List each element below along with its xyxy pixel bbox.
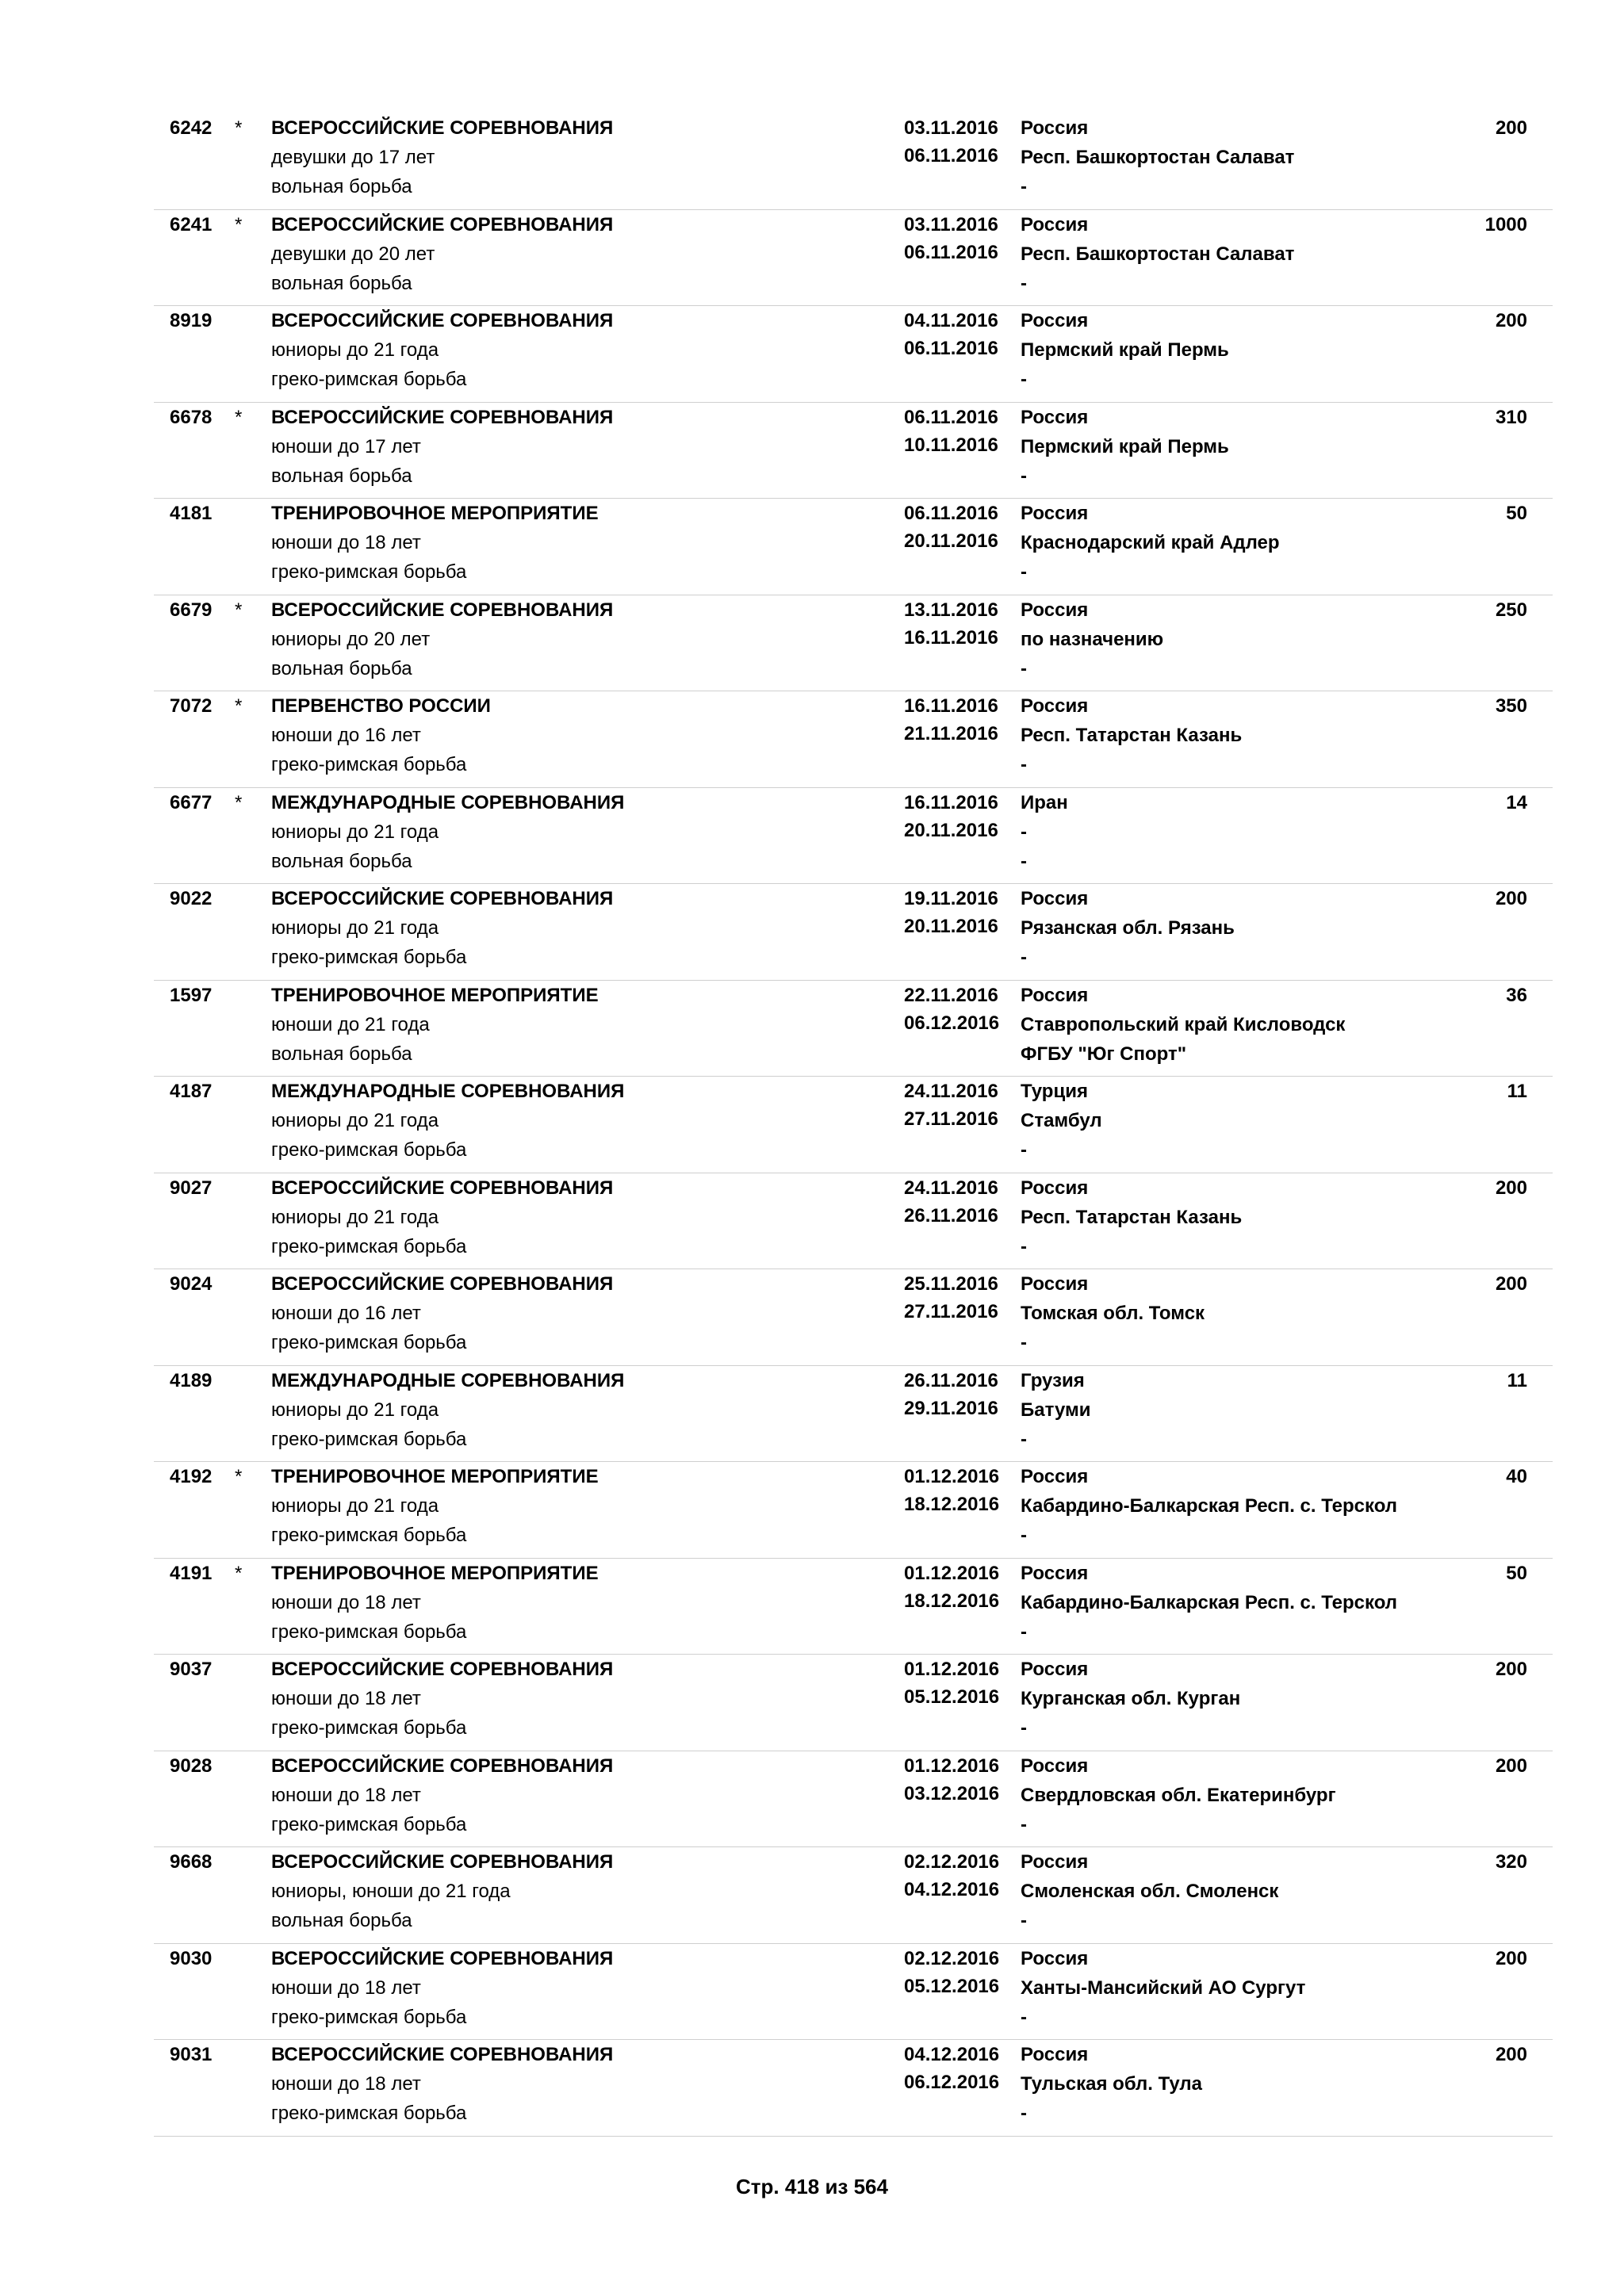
participants-count: 11 [1507, 1081, 1527, 1102]
age-group: юниоры до 20 лет [271, 628, 431, 650]
priority-star: * [235, 406, 243, 428]
table-row [154, 499, 1553, 595]
location: Батуми [1021, 1399, 1091, 1421]
country: Россия [1021, 117, 1089, 139]
venue: - [1021, 272, 1027, 294]
age-group: юноши до 16 лет [271, 1303, 421, 1324]
table-row [154, 2040, 1553, 2137]
date-to: 06.11.2016 [904, 145, 998, 166]
date-to: 18.12.2016 [904, 1590, 1000, 1612]
sport-discipline: греко-римская борьба [271, 1139, 467, 1161]
event-code: 4181 [170, 503, 213, 524]
event-code: 9024 [170, 1273, 213, 1295]
country: Россия [1021, 1659, 1089, 1680]
sport-discipline: вольная борьба [271, 465, 412, 487]
participants-count: 11 [1507, 1369, 1527, 1391]
participants-count: 350 [1495, 695, 1527, 717]
participants-count: 50 [1506, 1562, 1527, 1584]
age-group: юниоры до 21 года [271, 1206, 439, 1228]
location: Курганская обл. Курган [1021, 1688, 1241, 1709]
location: Тульская обл. Тула [1021, 2073, 1202, 2095]
table-row [154, 403, 1553, 499]
sport-discipline: вольная борьба [271, 272, 412, 294]
priority-star: * [235, 1562, 243, 1584]
location: по назначению [1021, 628, 1164, 650]
event-code: 9030 [170, 1947, 213, 1969]
sport-discipline: греко-римская борьба [271, 947, 467, 968]
participants-count: 310 [1495, 406, 1527, 428]
country: Россия [1021, 888, 1089, 909]
date-to: 05.12.2016 [904, 1686, 1000, 1708]
sport-discipline: греко-римская борьба [271, 561, 467, 583]
event-title: ВСЕРОССИЙСКИЕ СОРЕВНОВАНИЯ [271, 888, 614, 909]
event-title: ВСЕРОССИЙСКИЕ СОРЕВНОВАНИЯ [271, 1851, 614, 1873]
event-title: МЕЖДУНАРОДНЫЕ СОРЕВНОВАНИЯ [271, 1081, 625, 1102]
sport-discipline: греко-римская борьба [271, 754, 467, 775]
date-from: 24.11.2016 [904, 1177, 998, 1199]
date-from: 02.12.2016 [904, 1851, 1000, 1873]
table-row [154, 1944, 1553, 2041]
participants-count: 200 [1495, 2044, 1527, 2065]
participants-count: 200 [1495, 1947, 1527, 1969]
country: Россия [1021, 984, 1089, 1006]
venue: - [1021, 561, 1027, 583]
location: Рязанская обл. Рязань [1021, 917, 1235, 939]
country: Россия [1021, 2044, 1089, 2065]
location: Стамбул [1021, 1110, 1102, 1131]
date-to: 27.11.2016 [904, 1108, 998, 1130]
event-code: 9027 [170, 1177, 213, 1199]
event-code: 6241 [170, 213, 213, 235]
date-to: 16.11.2016 [904, 626, 998, 649]
location: Краснодарский край Адлер [1021, 532, 1280, 553]
event-code: 9031 [170, 2044, 213, 2065]
venue: - [1021, 1235, 1027, 1257]
date-to: 26.11.2016 [904, 1204, 998, 1226]
country: Россия [1021, 310, 1089, 331]
date-to: 20.11.2016 [904, 916, 998, 937]
sport-discipline: греко-римская борьба [271, 1813, 467, 1835]
date-to: 06.11.2016 [904, 338, 998, 359]
venue: - [1021, 176, 1027, 197]
table-row [154, 306, 1553, 403]
table-row [154, 788, 1553, 885]
venue: - [1021, 657, 1027, 679]
date-from: 25.11.2016 [904, 1273, 998, 1295]
venue: - [1021, 1621, 1027, 1643]
table-row [154, 691, 1553, 788]
venue: - [1021, 2006, 1027, 2028]
date-from: 01.12.2016 [904, 1562, 1000, 1584]
event-title: МЕЖДУНАРОДНЫЕ СОРЕВНОВАНИЯ [271, 791, 625, 813]
table-row [154, 1462, 1553, 1559]
sport-discipline: греко-римская борьба [271, 1621, 467, 1643]
event-code: 8919 [170, 310, 213, 331]
participants-count: 320 [1495, 1851, 1527, 1873]
event-title: ВСЕРОССИЙСКИЕ СОРЕВНОВАНИЯ [271, 213, 614, 235]
event-code: 6678 [170, 406, 213, 428]
event-code: 4187 [170, 1081, 213, 1102]
age-group: юниоры до 21 года [271, 1110, 439, 1131]
event-code: 7072 [170, 695, 213, 717]
priority-star: * [235, 1466, 243, 1487]
date-to: 05.12.2016 [904, 1975, 1000, 1997]
location: Респ. Башкортостан Салават [1021, 243, 1295, 265]
age-group: девушки до 17 лет [271, 147, 435, 168]
date-from: 01.12.2016 [904, 1755, 1000, 1777]
location: Ханты-Мансийский АО Сургут [1021, 1976, 1306, 1999]
date-to: 27.11.2016 [904, 1301, 998, 1322]
date-from: 13.11.2016 [904, 599, 998, 621]
event-code: 9037 [170, 1659, 213, 1680]
date-from: 24.11.2016 [904, 1081, 998, 1102]
sport-discipline: вольная борьба [271, 1043, 412, 1065]
table-row [154, 1173, 1553, 1270]
country: Россия [1021, 599, 1089, 621]
table-row [154, 210, 1553, 307]
country: Россия [1021, 213, 1089, 235]
participants-count: 200 [1495, 888, 1527, 909]
location: Пермский край Пермь [1021, 435, 1229, 457]
participants-count: 200 [1495, 1755, 1527, 1777]
age-group: юноши до 21 года [271, 1013, 430, 1035]
date-to: 21.11.2016 [904, 723, 998, 744]
event-title: ВСЕРОССИЙСКИЕ СОРЕВНОВАНИЯ [271, 1947, 614, 1969]
venue: - [1021, 2103, 1027, 2124]
sport-discipline: вольная борьба [271, 1910, 412, 1931]
event-title: ВСЕРОССИЙСКИЕ СОРЕВНОВАНИЯ [271, 1755, 614, 1777]
participants-count: 1000 [1484, 213, 1527, 235]
event-code: 6242 [170, 117, 213, 139]
date-from: 22.11.2016 [904, 984, 998, 1006]
participants-count: 14 [1506, 791, 1527, 813]
event-title: ВСЕРОССИЙСКИЕ СОРЕВНОВАНИЯ [271, 2044, 614, 2065]
table-row [154, 1366, 1553, 1463]
participants-count: 36 [1506, 984, 1527, 1006]
event-title: ВСЕРОССИЙСКИЕ СОРЕВНОВАНИЯ [271, 1273, 614, 1295]
event-title: ТРЕНИРОВОЧНОЕ МЕРОПРИЯТИЕ [271, 503, 599, 524]
event-title: ВСЕРОССИЙСКИЕ СОРЕВНОВАНИЯ [271, 1177, 614, 1199]
date-to: 06.12.2016 [904, 2072, 1000, 2093]
sport-discipline: вольная борьба [271, 850, 412, 872]
event-code: 9668 [170, 1851, 213, 1873]
table-row [154, 1559, 1553, 1655]
sport-discipline: греко-римская борьба [271, 1235, 467, 1257]
date-to: 04.12.2016 [904, 1879, 1000, 1900]
priority-star: * [235, 791, 243, 813]
date-from: 16.11.2016 [904, 695, 998, 717]
event-code: 4189 [170, 1369, 213, 1391]
event-title: ТРЕНИРОВОЧНОЕ МЕРОПРИЯТИЕ [271, 1562, 599, 1584]
location: Респ. Татарстан Казань [1021, 725, 1243, 746]
country: Иран [1021, 791, 1068, 813]
participants-count: 50 [1506, 503, 1527, 524]
venue: - [1021, 850, 1027, 872]
age-group: юноши до 17 лет [271, 435, 421, 457]
age-group: юноши до 18 лет [271, 1591, 421, 1613]
participants-count: 40 [1506, 1466, 1527, 1487]
date-from: 06.11.2016 [904, 406, 998, 428]
age-group: юноши до 18 лет [271, 532, 421, 553]
venue: - [1021, 1525, 1027, 1546]
table-row [154, 1847, 1553, 1944]
date-from: 26.11.2016 [904, 1369, 998, 1391]
priority-star: * [235, 599, 243, 621]
event-title: ВСЕРОССИЙСКИЕ СОРЕВНОВАНИЯ [271, 599, 614, 621]
sport-discipline: греко-римская борьба [271, 1525, 467, 1546]
date-from: 01.12.2016 [904, 1659, 1000, 1680]
location: Респ. Татарстан Казань [1021, 1206, 1243, 1228]
event-code: 6679 [170, 599, 213, 621]
event-title: ВСЕРОССИЙСКИЕ СОРЕВНОВАНИЯ [271, 310, 614, 331]
date-to: 06.11.2016 [904, 241, 998, 263]
table-row [154, 981, 1553, 1077]
location: Томская обл. Томск [1021, 1303, 1205, 1324]
sport-discipline: греко-римская борьба [271, 2006, 467, 2028]
location: Кабардино-Балкарская Респ. с. Терскол [1021, 1591, 1398, 1613]
date-from: 19.11.2016 [904, 888, 998, 909]
event-code: 6677 [170, 791, 213, 813]
location: Смоленская обл. Смоленск [1021, 1881, 1279, 1902]
event-code: 9022 [170, 888, 213, 909]
age-group: юниоры до 21 года [271, 917, 439, 939]
age-group: юноши до 18 лет [271, 2073, 421, 2095]
event-title: МЕЖДУНАРОДНЫЕ СОРЕВНОВАНИЯ [271, 1369, 625, 1391]
date-from: 04.12.2016 [904, 2044, 1000, 2065]
page-number: Стр. 418 из 564 [736, 2175, 888, 2198]
venue: - [1021, 947, 1027, 968]
age-group: юноши до 18 лет [271, 1784, 421, 1806]
date-to: 20.11.2016 [904, 530, 998, 552]
sport-discipline: греко-римская борьба [271, 1428, 467, 1450]
age-group: юниоры до 21 года [271, 821, 439, 843]
event-title: ВСЕРОССИЙСКИЕ СОРЕВНОВАНИЯ [271, 406, 614, 428]
table-row [154, 1655, 1553, 1751]
date-to: 03.12.2016 [904, 1782, 1000, 1804]
sport-discipline: греко-римская борьба [271, 369, 467, 390]
age-group: юниоры до 21 года [271, 339, 439, 361]
country: Россия [1021, 695, 1089, 717]
date-from: 16.11.2016 [904, 791, 998, 813]
country: Грузия [1021, 1369, 1085, 1391]
country: Россия [1021, 1947, 1089, 1969]
country: Россия [1021, 1851, 1089, 1873]
table-row [154, 113, 1553, 210]
date-to: 06.12.2016 [904, 1012, 1000, 1034]
location: Пермский край Пермь [1021, 339, 1229, 361]
event-code: 9028 [170, 1755, 213, 1777]
date-from: 02.12.2016 [904, 1947, 1000, 1969]
event-title: ПЕРВЕНСТВО РОССИИ [271, 695, 491, 717]
table-row [154, 1269, 1553, 1366]
location: Свердловская обл. Екатеринбург [1021, 1784, 1336, 1806]
table-row [154, 1077, 1553, 1173]
venue: - [1021, 1139, 1027, 1161]
venue: - [1021, 1717, 1027, 1739]
date-from: 01.12.2016 [904, 1466, 1000, 1487]
location: Ставропольский край Кисловодск [1021, 1013, 1346, 1035]
sport-discipline: греко-римская борьба [271, 2103, 467, 2124]
participants-count: 200 [1495, 1659, 1527, 1680]
country: Россия [1021, 503, 1089, 524]
age-group: девушки до 20 лет [271, 243, 435, 265]
venue: - [1021, 1910, 1027, 1931]
country: Россия [1021, 1177, 1089, 1199]
priority-star: * [235, 695, 243, 717]
venue: - [1021, 754, 1027, 775]
event-title: ВСЕРОССИЙСКИЕ СОРЕВНОВАНИЯ [271, 117, 614, 139]
participants-count: 200 [1495, 1273, 1527, 1295]
date-to: 29.11.2016 [904, 1397, 998, 1419]
participants-count: 200 [1495, 310, 1527, 331]
table-row [154, 884, 1553, 981]
age-group: юниоры до 21 года [271, 1495, 439, 1517]
participants-count: 250 [1495, 599, 1527, 621]
event-title: ТРЕНИРОВОЧНОЕ МЕРОПРИЯТИЕ [271, 1466, 599, 1487]
event-code: 4192 [170, 1466, 213, 1487]
participants-count: 200 [1495, 1177, 1527, 1199]
date-to: 18.12.2016 [904, 1494, 1000, 1515]
event-title: ТРЕНИРОВОЧНОЕ МЕРОПРИЯТИЕ [271, 984, 599, 1006]
date-to: 10.11.2016 [904, 434, 998, 456]
age-group: юноши до 18 лет [271, 1688, 421, 1709]
age-group: юноши до 18 лет [271, 1976, 421, 1999]
venue: - [1021, 369, 1027, 390]
venue: - [1021, 465, 1027, 487]
event-code: 4191 [170, 1562, 213, 1584]
sport-discipline: вольная борьба [271, 176, 412, 197]
age-group: юноши до 16 лет [271, 725, 421, 746]
sport-discipline: греко-римская борьба [271, 1717, 467, 1739]
date-to: 20.11.2016 [904, 819, 998, 841]
table-row [154, 595, 1553, 692]
table-row [154, 1751, 1553, 1848]
age-group: юниоры до 21 года [271, 1399, 439, 1421]
country: Россия [1021, 1755, 1089, 1777]
sport-discipline: вольная борьба [271, 657, 412, 679]
location: Респ. Башкортостан Салават [1021, 147, 1295, 168]
country: Россия [1021, 1562, 1089, 1584]
country: Турция [1021, 1081, 1088, 1102]
date-from: 03.11.2016 [904, 117, 998, 139]
event-code: 1597 [170, 984, 213, 1006]
events-table [154, 113, 1553, 2137]
date-from: 06.11.2016 [904, 503, 998, 524]
venue: - [1021, 1813, 1027, 1835]
priority-star: * [235, 213, 243, 235]
event-title: ВСЕРОССИЙСКИЕ СОРЕВНОВАНИЯ [271, 1659, 614, 1680]
priority-star: * [235, 117, 243, 139]
location: - [1021, 821, 1027, 843]
date-from: 03.11.2016 [904, 213, 998, 235]
location: Кабардино-Балкарская Респ. с. Терскол [1021, 1495, 1398, 1517]
country: Россия [1021, 1466, 1089, 1487]
venue: - [1021, 1332, 1027, 1353]
age-group: юниоры, юноши до 21 года [271, 1881, 511, 1902]
country: Россия [1021, 1273, 1089, 1295]
venue: - [1021, 1428, 1027, 1450]
venue: ФГБУ "Юг Спорт" [1021, 1043, 1187, 1065]
country: Россия [1021, 406, 1089, 428]
date-from: 04.11.2016 [904, 310, 998, 331]
sport-discipline: греко-римская борьба [271, 1332, 467, 1353]
participants-count: 200 [1495, 117, 1527, 139]
